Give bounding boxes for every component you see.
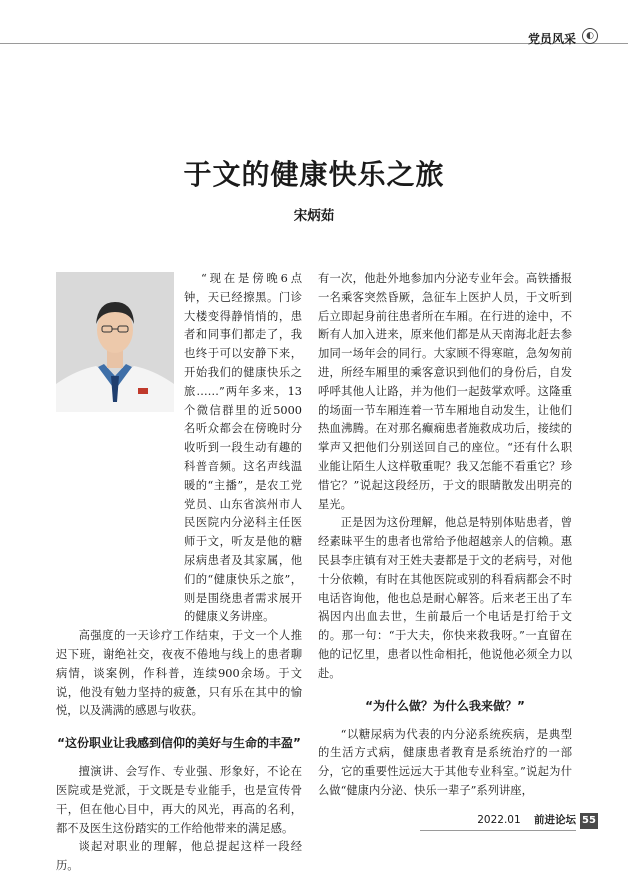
paragraph-2: 高强度的一天诊疗工作结束，于文一个人推迟下班，谢绝社交，夜夜不倦地与线上的患者聊病情，谈案例，作科普，连续900余场。于文说，他没有勉力坚持的疲惫，只有乐在其中的愉悦，以及满满的感恩与收获。 xyxy=(56,629,302,718)
paragraph-7: “以糖尿病为代表的内分泌系统疾病，是典型的生活方式病，健康患者教育是系统治疗的一部分，它的重要性远远大于其他专业科室。”说起为什么做“健康内分泌、快乐一辈子”系列讲座， xyxy=(318,727,572,797)
right-column xyxy=(318,270,572,801)
section-logo-icon: ◐ xyxy=(582,28,598,44)
left-column xyxy=(56,270,302,876)
article-author: 宋炳茹 xyxy=(293,208,335,224)
paragraph-3: 擅演讲、会写作、专业强、形象好，不论在医院或是党派，于文既是专业能手，也是宣传骨干，但在他心目中，再大的风光，再高的名利，都不及医生这份踏实的工作给他带来的满足感。 xyxy=(56,765,302,835)
footer-rule xyxy=(420,830,576,831)
footer-info xyxy=(477,812,576,827)
page-number: 55 xyxy=(580,813,598,829)
article-title: 于文的健康快乐之旅 xyxy=(183,158,445,191)
issue-number: 2022.01 xyxy=(477,814,521,826)
paragraph-6: 正是因为这份理解，他总是特别体贴患者，曾经素昧平生的患者也常给予他超越亲人的信赖。惠民县李庄镇有对王姓夫妻都是于文的老病号，对他十分依赖，有时在其他医院或别的科看病都会不时电话咨询他，他也总是耐心解答。后来老王出了车祸因内出血去世，生前最后一个电话是打给于文的。那一句：“于大夫，你快来救我呀。”一直留在他的记忆里，患者以性命相托，他说他必须全力以赴。 xyxy=(318,516,572,680)
paragraph-5: 有一次，他赴外地参加内分泌专业年会。高铁播报一名乘客突然昏厥，急征车上医护人员，于文听到后立即起身前往患者所在车厢。在行进的途中，不断有人加入进来，原来他们都是从天南海北赶去参加同一场年会的同行。大家顾不得寒暄，急匆匆前进，所经车厢里的乘客意识到他们的身份后，自发呼呼其他人让路，并为他们一起鼓掌欢呼。这隆重的场面一节车厢连着一节车厢地自动发生，让他们热血沸腾。在对那名癫痫患者施救成功后，接续的掌声又把他们分别送回自己的座位。“还有什么职业能让陌生人这样敬重呢？我又怎能不看重它？珍惜它？”说起这段经历，于文的眼睛散发出明亮的星光。 xyxy=(318,272,572,511)
paragraph-4: 谈起对职业的理解，他总提起这样一段经历。 xyxy=(56,840,302,873)
journal-name: 前进论坛 xyxy=(534,814,576,826)
subheading-2: “为什么做？为什么我来做？” xyxy=(365,698,525,713)
subheading-1: “这份职业让我感到信仰的美好与生命的丰盈” xyxy=(57,736,301,751)
section-title: 党员风采 xyxy=(527,32,576,46)
paragraph-intro: “现在是傍晚6点钟，天已经擦黑。门诊大楼变得静悄悄的，患者和同事们都走了，我也终于可以安静下来，开始我们的健康快乐之旅……”两年多来，13个微信群里的近5000名听众都会在傍晚时分收听到一段生动有趣的科普音频。这名声线温暖的“主播”，是农工党党员、山东省滨州市人民医院内分泌科主任医师于文，听友是他的糖尿病患者及其家属，他们的“健康快乐之旅”，则是围绕患者需求展开的健康义务讲座。 xyxy=(184,272,302,624)
